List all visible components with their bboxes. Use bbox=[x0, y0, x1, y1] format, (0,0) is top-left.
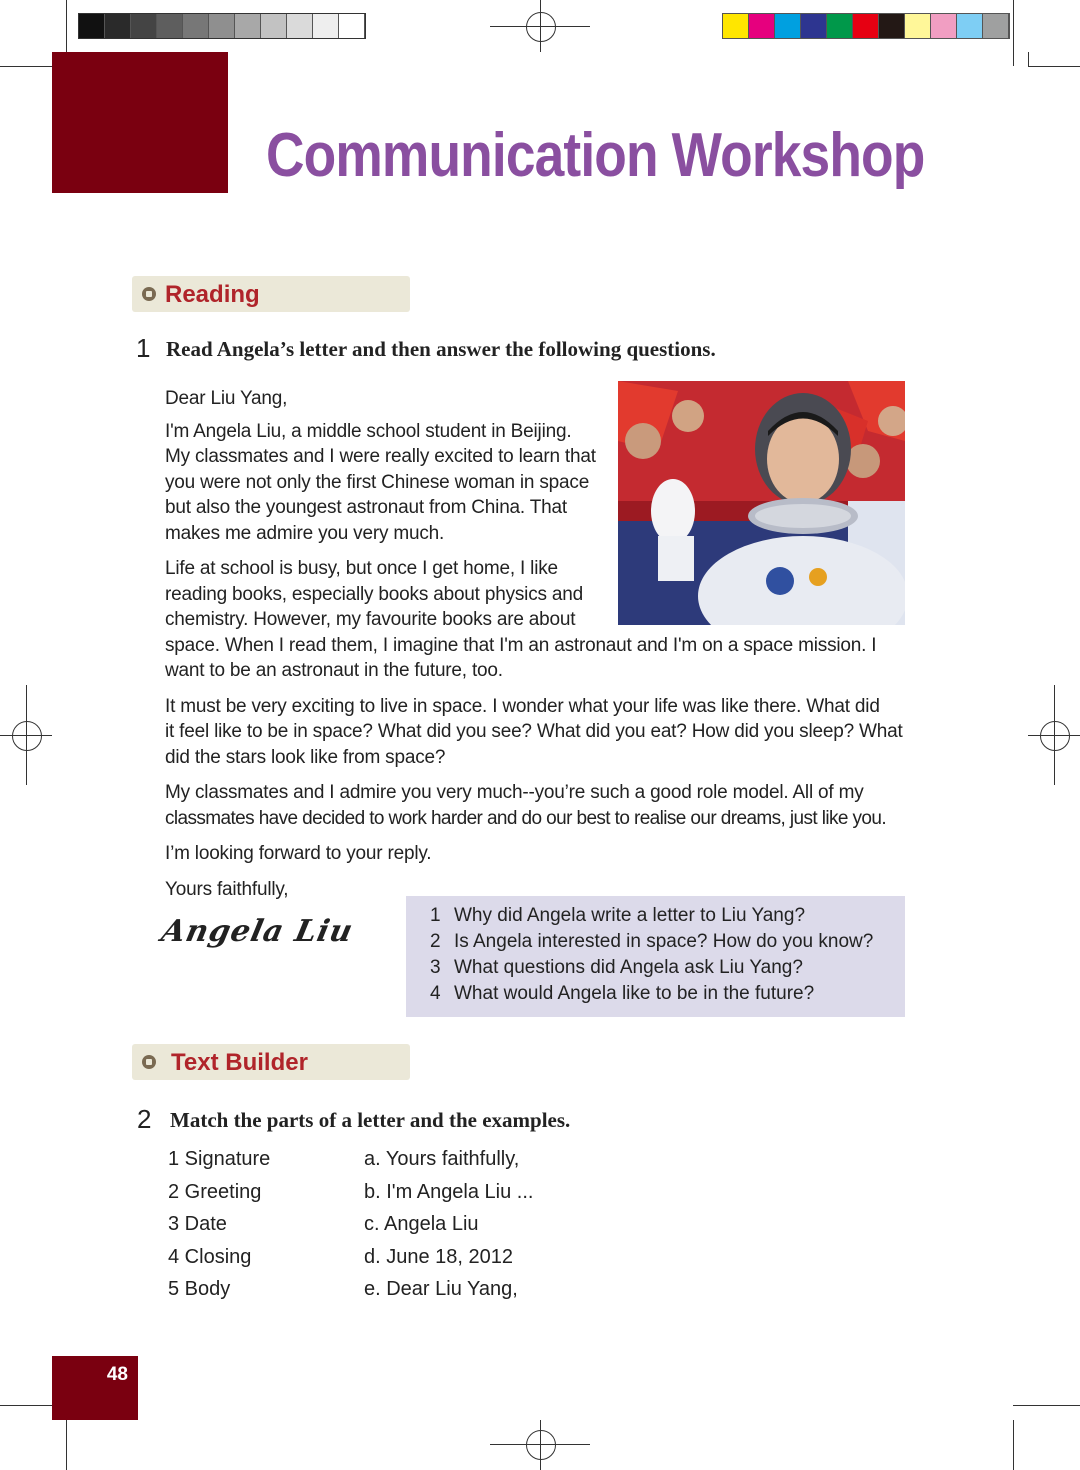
question-number: 1 bbox=[136, 333, 151, 363]
calibration-swatch bbox=[105, 14, 131, 38]
question-instruction: Read Angela’s letter and then answer the following questions. bbox=[166, 337, 716, 361]
question-instruction: Match the parts of a letter and the examples. bbox=[170, 1108, 571, 1132]
letter-line: My classmates and I were really excited to learn that bbox=[165, 446, 596, 467]
grayscale-calibration-bar bbox=[78, 13, 366, 39]
letter-line: It must be very exciting to live in space. I wonder what your life was like there. What did bbox=[165, 695, 880, 717]
crop-mark bbox=[1028, 52, 1029, 66]
letter-body bbox=[165, 386, 903, 902]
letter-signature: Angela Liu bbox=[158, 914, 357, 949]
calibration-swatch bbox=[853, 14, 879, 38]
letter-line: reading books, especially books about physics and bbox=[165, 583, 583, 605]
header-color-block bbox=[52, 52, 228, 193]
letter-greeting: Dear Liu Yang, bbox=[165, 388, 288, 409]
calibration-swatch bbox=[957, 14, 983, 38]
letter-line: I’m looking forward to your reply. bbox=[165, 843, 432, 864]
letter-part-item: 1 Signature bbox=[168, 1148, 271, 1170]
crop-mark bbox=[0, 66, 52, 67]
comprehension-question: 4 What would Angela like to be in the future? bbox=[430, 983, 815, 1004]
calibration-swatch bbox=[749, 14, 775, 38]
comprehension-questions-box bbox=[406, 896, 905, 1017]
calibration-swatch bbox=[235, 14, 261, 38]
calibration-swatch bbox=[827, 14, 853, 38]
letter-line: My classmates and I admire you very much--you’re such a good role model. All of my bbox=[165, 782, 864, 803]
calibration-swatch bbox=[79, 14, 105, 38]
calibration-swatch bbox=[287, 14, 313, 38]
page-title: Communication Workshop bbox=[266, 121, 925, 190]
calibration-swatch bbox=[931, 14, 957, 38]
crop-mark bbox=[0, 1405, 52, 1406]
page-number: 48 bbox=[106, 1364, 128, 1385]
astronaut-photo-illustration bbox=[618, 381, 905, 625]
letter-line: I'm Angela Liu, a middle school student in Beijing. bbox=[165, 420, 572, 442]
crop-mark bbox=[1013, 1405, 1080, 1406]
comprehension-question: 2 Is Angela interested in space? How do you know? bbox=[430, 931, 874, 952]
calibration-swatch bbox=[131, 14, 157, 38]
page-number-box bbox=[52, 1356, 138, 1420]
calibration-swatch bbox=[879, 14, 905, 38]
comprehension-question: 1 Why did Angela write a letter to Liu Yang? bbox=[430, 905, 806, 926]
letter-line: space. When I read them, I imagine that I'm an astronaut and I'm on a space mission. I bbox=[165, 634, 877, 656]
examples-column bbox=[364, 1143, 533, 1306]
calibration-swatch bbox=[983, 14, 1009, 38]
reading-section-banner bbox=[132, 276, 410, 312]
letter-line: makes me admire you very much. bbox=[165, 522, 445, 544]
text-builder-section-banner bbox=[132, 1044, 410, 1080]
calibration-swatch bbox=[775, 14, 801, 38]
example-item: b. I'm Angela Liu ... bbox=[364, 1180, 534, 1203]
calibration-swatch bbox=[157, 14, 183, 38]
example-item: a. Yours faithfully, bbox=[364, 1148, 520, 1170]
example-item: c. Angela Liu bbox=[364, 1213, 479, 1235]
comprehension-question: 3 What questions did Angela ask Liu Yang? bbox=[430, 957, 803, 978]
calibration-swatch bbox=[801, 14, 827, 38]
calibration-swatch bbox=[209, 14, 235, 38]
calibration-swatch bbox=[339, 14, 365, 38]
letter-part-item: 3 Date bbox=[168, 1213, 227, 1235]
question-number: 2 bbox=[137, 1104, 152, 1134]
letter-line: chemistry. However, my favourite books are about bbox=[165, 609, 576, 630]
bullet-icon bbox=[142, 287, 156, 301]
calibration-swatch bbox=[905, 14, 931, 38]
registration-circle bbox=[12, 721, 42, 751]
example-item: e. Dear Liu Yang, bbox=[364, 1278, 518, 1300]
bullet-icon bbox=[142, 1055, 156, 1069]
text-builder-section-title: Text Builder bbox=[171, 1049, 308, 1076]
calibration-swatch bbox=[723, 14, 749, 38]
color-calibration-bar bbox=[722, 13, 1010, 39]
letter-line: classmates have decided to work harder and do our best to realise our dreams, just like you. bbox=[165, 807, 887, 829]
crop-mark bbox=[1013, 0, 1014, 66]
registration-circle bbox=[526, 1430, 556, 1460]
crop-mark bbox=[1013, 1420, 1014, 1470]
example-item: d. June 18, 2012 bbox=[364, 1245, 514, 1268]
calibration-swatch bbox=[183, 14, 209, 38]
letter-closing: Yours faithfully, bbox=[165, 878, 289, 900]
letter-line: it feel like to be in space? What did you see? What did you eat? How did you sleep? What bbox=[165, 721, 903, 742]
letter-line: but also the youngest astronaut from China. That bbox=[165, 497, 567, 518]
registration-circle bbox=[526, 12, 556, 42]
letter-line: want to be an astronaut in the future, too. bbox=[165, 660, 503, 681]
crop-mark bbox=[1028, 66, 1080, 67]
letter-part-item: 5 Body bbox=[168, 1278, 231, 1300]
registration-circle bbox=[1040, 721, 1070, 751]
astronaut-photo bbox=[618, 381, 905, 625]
reading-section-title: Reading bbox=[165, 281, 260, 308]
letter-part-item: 2 Greeting bbox=[168, 1180, 262, 1203]
letter-line: did the stars look like from space? bbox=[165, 746, 446, 768]
calibration-swatch bbox=[313, 14, 339, 38]
letter-line: you were not only the first Chinese woman in space bbox=[165, 471, 590, 493]
calibration-swatch bbox=[261, 14, 287, 38]
letter-parts-column bbox=[168, 1143, 270, 1306]
letter-line: Life at school is busy, but once I get home, I like bbox=[165, 558, 558, 579]
letter-part-item: 4 Closing bbox=[168, 1245, 252, 1268]
